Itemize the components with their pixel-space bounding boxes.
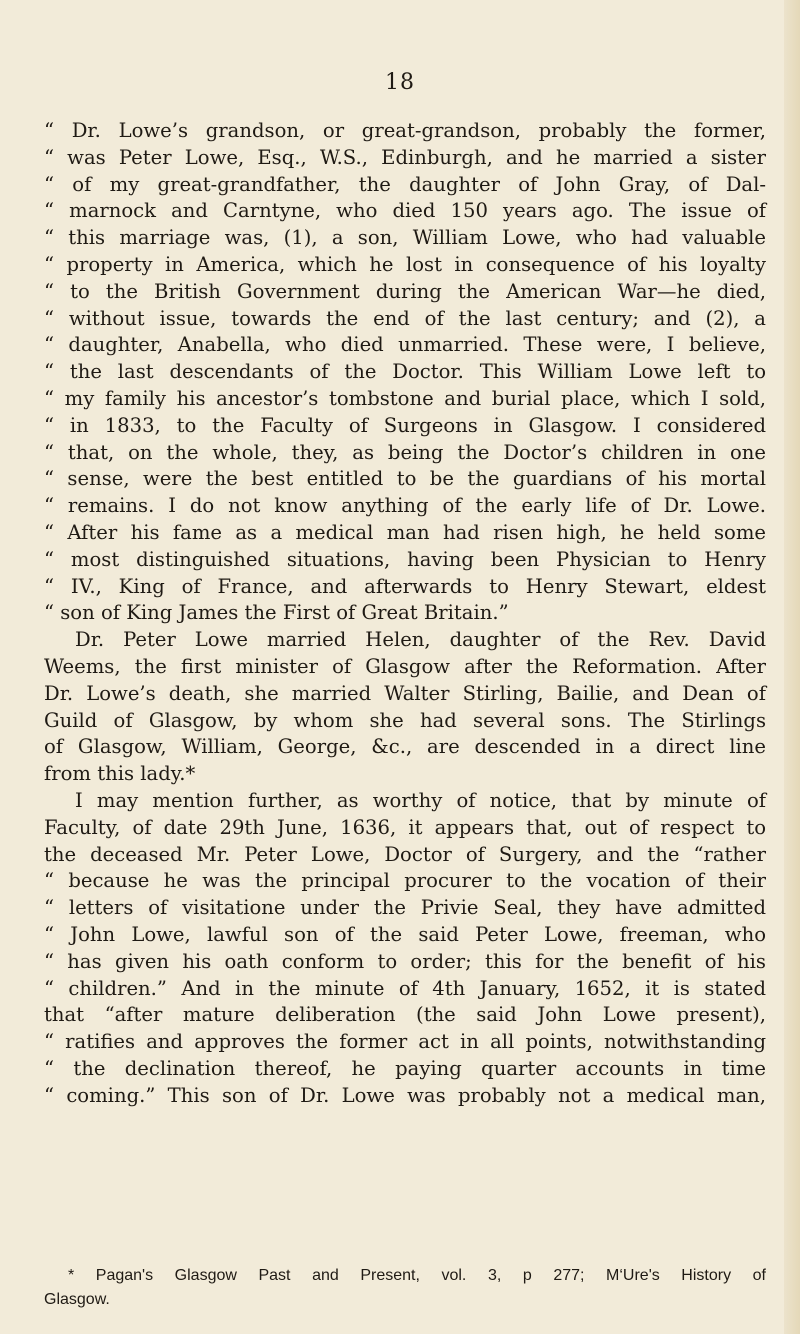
text-line: “ ratifies and approves the former act in all points, notwithstanding xyxy=(44,1030,766,1054)
text-line: “ in 1833, to the Faculty of Surgeons in Glasgow. I considered xyxy=(44,413,766,437)
text-line: “ After his fame as a medical man had risen high, he held some xyxy=(44,520,766,544)
footnote-line: Glasgow. xyxy=(44,1291,110,1308)
text-line: “ this marriage was, (1), a son, William Lowe, who had valuable xyxy=(44,226,766,250)
text-line: Dr. Lowe’s death, she married Walter Stirling, Bailie, and Dean of xyxy=(44,681,766,705)
text-line: Faculty, of date 29th June, 1636, it appears that, out of respect to xyxy=(44,815,766,839)
text-line: “ of my great-grandfather, the daughter of John Gray, of Dal- xyxy=(44,172,766,196)
footnote-line: * Pagan's Glasgow Past and Present, vol. 3, p 277; M‘Ure's History of xyxy=(68,1267,766,1284)
text-line: “ marnock and Carntyne, who died 150 years ago. The issue of xyxy=(44,199,766,223)
text-line: “ without issue, towards the end of the last century; and (2), a xyxy=(44,306,766,330)
text-line: “ sense, were the best entitled to be the guardians of his mortal xyxy=(44,467,766,491)
text-line: from this lady.* xyxy=(44,762,196,786)
text-line: of Glasgow, William, George, &c., are descended in a direct line xyxy=(44,735,766,759)
text-line: “ to the British Government during the American War—he died, xyxy=(44,279,766,303)
text-line: “ Dr. Lowe’s grandson, or great-grandson, probably the former, xyxy=(44,119,766,142)
text-line: “ the declination thereof, he paying quarter accounts in time xyxy=(44,1056,766,1080)
text-line: “ was Peter Lowe, Esq., W.S., Edinburgh, and he married a sister xyxy=(44,145,766,169)
text-line: “ remains. I do not know anything of the early life of Dr. Lowe. xyxy=(44,494,766,518)
text-line: “ IV., King of France, and afterwards to Henry Stewart, eldest xyxy=(44,574,766,598)
text-line: “ children.” And in the minute of 4th January, 1652, it is stated xyxy=(44,976,766,1000)
body-text xyxy=(44,118,766,1109)
page-edge xyxy=(784,0,800,1334)
text-line: I may mention further, as worthy of notice, that by minute of xyxy=(75,788,766,812)
text-line: Dr. Peter Lowe married Helen, daughter of the Rev. David xyxy=(75,628,766,652)
text-line: “ property in America, which he lost in consequence of his loyalty xyxy=(44,252,766,276)
text-line: “ most distinguished situations, having been Physician to Henry xyxy=(44,547,766,571)
text-line: “ letters of visitatione under the Privie Seal, they have admitted xyxy=(44,896,766,920)
page-number: 18 xyxy=(385,70,415,95)
text-line: the deceased Mr. Peter Lowe, Doctor of Surgery, and the “rather xyxy=(44,842,766,866)
text-line: “ coming.” This son of Dr. Lowe was probably not a medical man, xyxy=(44,1083,766,1107)
text-line: “ that, on the whole, they, as being the Doctor’s children in one xyxy=(44,440,766,464)
text-line: Guild of Glasgow, by whom she had several sons. The Stirlings xyxy=(44,708,766,732)
text-line: “ has given his oath conform to order; this for the benefit of his xyxy=(44,949,766,973)
text-line: “ my family his ancestor’s tombstone and burial place, which I sold, xyxy=(44,386,766,410)
text-line: “ John Lowe, lawful son of the said Peter Lowe, freeman, who xyxy=(44,922,766,946)
text-line: “ the last descendants of the Doctor. This William Lowe left to xyxy=(44,360,766,384)
text-line: “ daughter, Anabella, who died unmarried. These were, I believe, xyxy=(44,333,766,357)
text-line: Weems, the first minister of Glasgow after the Reformation. After xyxy=(44,654,766,678)
text-line: “ son of King James the First of Great Britain.” xyxy=(44,601,509,625)
text-line: that “after mature deliberation (the said John Lowe present), xyxy=(44,1003,766,1027)
footnote xyxy=(44,1264,766,1312)
text-line: “ because he was the principal procurer to the vocation of their xyxy=(44,869,766,893)
